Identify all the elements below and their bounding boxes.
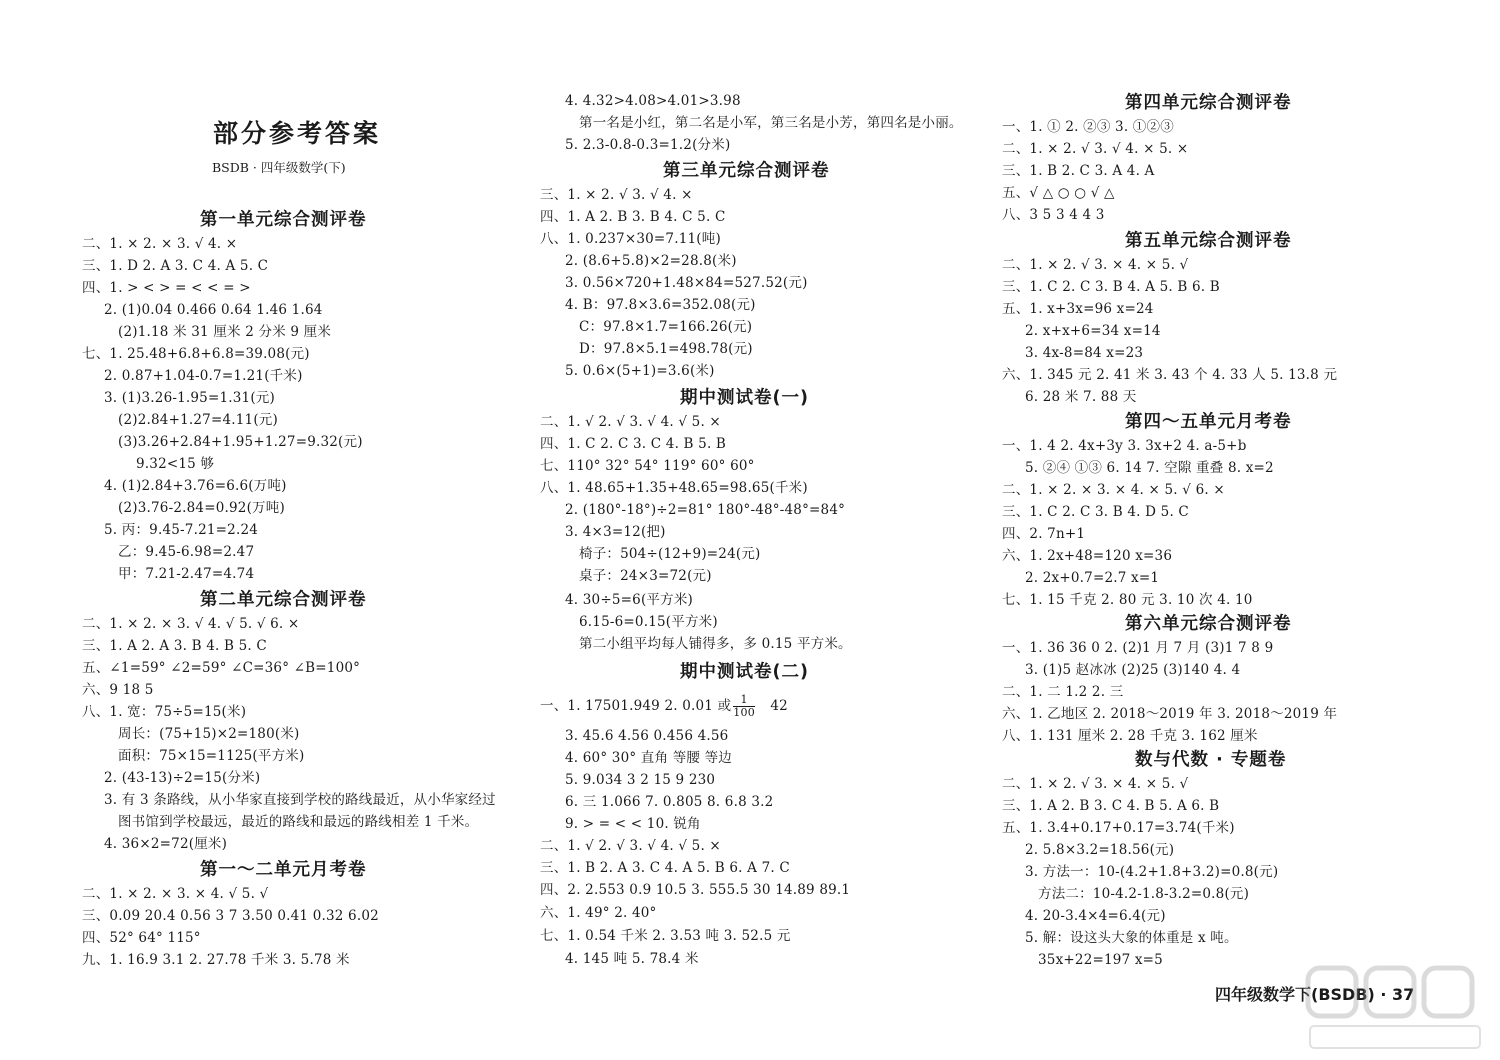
answer-line: 3. 4×3=12(把) <box>565 524 666 540</box>
answer-line: 5. 解：设这头大象的体重是 x 吨。 <box>1025 930 1238 946</box>
answer-line: 椅子：504÷(12+9)=24(元) <box>579 546 761 562</box>
answer-line: 二、1. × 2. × 3. × 4. × 5. √ 6. × <box>1002 482 1225 498</box>
answer-line: 2. x+x+6=34 x=14 <box>1025 323 1161 339</box>
answer-line: 六、9 18 5 <box>82 682 154 698</box>
fraction <box>733 694 755 719</box>
answer-line: 3. 4x-8=84 x=23 <box>1025 345 1144 361</box>
answer-line: 九、1. 16.9 3.1 2. 27.78 千米 3. 5.78 米 <box>82 952 350 968</box>
answer-line: 一、1. ① 2. ②③ 3. ①②③ <box>1002 119 1174 135</box>
answer-line: 四、1. C 2. C 3. C 4. B 5. B <box>540 436 727 452</box>
answer-line: 七、1. 0.54 千米 2. 3.53 吨 3. 52.5 元 <box>540 928 791 944</box>
answer-line: 五、∠1=59° ∠2=59° ∠C=36° ∠B=100° <box>82 660 361 676</box>
answer-line: 5. 丙：9.45-7.21=2.24 <box>104 522 259 538</box>
answer-line: 4. 145 吨 5. 78.4 米 <box>565 951 699 967</box>
answer-line: 二、1. × 2. × 3. × 4. √ 5. √ <box>82 886 269 902</box>
section-heading: 第五单元综合测评卷 <box>1125 231 1292 251</box>
section-heading: 第二单元综合测评卷 <box>200 590 367 610</box>
answer-line: 六、1. 345 元 2. 41 米 3. 43 个 4. 33 人 5. 13.8 元 <box>1002 367 1338 383</box>
answer-line: 4. B：97.8×3.6=352.08(元) <box>565 297 756 313</box>
answer-line: 周长：(75+15)×2=180(米) <box>118 726 300 742</box>
answer-line: 4. 60° 30° 直角 等腰 等边 <box>565 750 732 766</box>
answer-line: 四、2. 2.553 0.9 10.5 3. 555.5 30 14.89 89.1 <box>540 882 851 898</box>
answer-line: 三、0.09 20.4 0.56 3 7 3.50 0.41 0.32 6.02 <box>82 908 379 924</box>
answer-text: 42 <box>770 698 788 714</box>
answer-line: 5. 9.034 3 2 15 9 230 <box>565 772 716 788</box>
answer-line: 三、1. C 2. C 3. B 4. D 5. C <box>1002 504 1189 520</box>
fraction-numerator: 1 <box>733 694 755 707</box>
answer-line: 七、1. 15 千克 2. 80 元 3. 10 次 4. 10 <box>1002 592 1253 608</box>
answer-line: 2. 2x+0.7=2.7 x=1 <box>1025 570 1160 586</box>
answer-line: D：97.8×5.1=498.78(元) <box>579 341 753 357</box>
answer-line: 第二小组平均每人铺得多，多 0.15 平方米。 <box>579 636 852 652</box>
answer-line: (3)3.26+2.84+1.95+1.27=9.32(元) <box>118 434 363 450</box>
answer-line: 面积：75×15=1125(平方米) <box>118 748 305 764</box>
section-heading: 第一～二单元月考卷 <box>200 860 367 880</box>
fraction-denominator: 100 <box>733 706 755 719</box>
section-heading: 第一单元综合测评卷 <box>200 210 367 230</box>
answer-line: 方法二：10-4.2-1.8-3.2=0.8(元) <box>1038 886 1250 902</box>
answer-line-fraction <box>540 693 788 719</box>
answer-line: 二、1. √ 2. √ 3. √ 4. √ 5. × <box>540 838 721 854</box>
answer-line: 三、1. D 2. A 3. C 4. A 5. C <box>82 258 269 274</box>
answer-text: 一、1. 17501.949 2. 0.01 或 <box>540 698 732 714</box>
answer-line: 六、1. 2x+48=120 x=36 <box>1002 548 1173 564</box>
answer-line: C：97.8×1.7=166.26(元) <box>579 319 753 335</box>
answer-line: 6.15-6=0.15(平方米) <box>579 614 718 630</box>
answer-line: 八、1. 0.237×30=7.11(吨) <box>540 231 721 247</box>
section-heading: 第四～五单元月考卷 <box>1125 412 1292 432</box>
answer-line: 4. 36×2=72(厘米) <box>104 836 228 852</box>
answer-line: 三、1. A 2. A 3. B 4. B 5. C <box>82 638 267 654</box>
answer-line: 六、1. 乙地区 2. 2018～2019 年 3. 2018～2019 年 <box>1002 706 1338 722</box>
page-title: 部分参考答案 <box>213 119 382 148</box>
answer-line: 2. (43-13)÷2=15(分米) <box>104 770 261 786</box>
answer-line: 四、2. 7n+1 <box>1002 526 1086 542</box>
answer-line: 二、1. × 2. √ 3. √ 4. × 5. × <box>1002 141 1189 157</box>
section-heading: 第四单元综合测评卷 <box>1125 93 1292 113</box>
answer-line: 二、1. × 2. × 3. √ 4. √ 5. √ 6. × <box>82 616 300 632</box>
section-heading: 第六单元综合测评卷 <box>1125 614 1292 634</box>
answer-line: 三、1. B 2. C 3. A 4. A <box>1002 163 1155 179</box>
answer-line: 八、3 5 3 4 4 3 <box>1002 207 1105 223</box>
answer-line: 八、1. 131 厘米 2. 28 千克 3. 162 厘米 <box>1002 728 1258 744</box>
answer-line: 二、1. √ 2. √ 3. √ 4. √ 5. × <box>540 414 721 430</box>
answer-line: 桌子：24×3=72(元) <box>579 568 712 584</box>
answer-line: 3. 45.6 4.56 0.456 4.56 <box>565 728 729 744</box>
answer-line: 图书馆到学校最远，最近的路线和最远的路线相差 1 千米。 <box>118 814 479 830</box>
section-heading: 数与代数 · 专题卷 <box>1135 750 1287 770</box>
answer-line: 5. 2.3-0.8-0.3=1.2(分米) <box>565 137 731 153</box>
answer-line: 五、1. 3.4+0.17+0.17=3.74(千米) <box>1002 820 1235 836</box>
answer-line: 甲：7.21-2.47=4.74 <box>118 566 255 582</box>
answer-line: 5. 0.6×(5+1)=3.6(米) <box>565 363 715 379</box>
answer-line: 9.32<15 够 <box>136 456 215 472</box>
section-heading: 期中测试卷(一) <box>680 388 809 408</box>
answer-line: 五、√ △ ○ ○ √ △ <box>1002 185 1115 201</box>
answer-line: 3. 有 3 条路线，从小华家直接到学校的路线最近，从小华家经过 <box>104 792 496 808</box>
answer-line: 2. (8.6+5.8)×2=28.8(米) <box>565 253 737 269</box>
answer-line: 四、1. > < > = < < = > <box>82 280 251 296</box>
answer-line: 四、1. A 2. B 3. B 4. C 5. C <box>540 209 726 225</box>
answer-line: (2)1.18 米 31 厘米 2 分米 9 厘米 <box>118 324 332 340</box>
answer-line: 五、1. x+3x=96 x=24 <box>1002 301 1154 317</box>
answer-line: 二、1. × 2. √ 3. × 4. × 5. √ <box>1002 257 1189 273</box>
answer-line: 二、1. × 2. × 3. √ 4. × <box>82 236 238 252</box>
answer-line: 4. (1)2.84+3.76=6.6(万吨) <box>104 478 287 494</box>
answer-line: 八、1. 宽：75÷5=15(米) <box>82 704 247 720</box>
answer-line: (2)2.84+1.27=4.11(元) <box>118 412 278 428</box>
answer-line: 6. 28 米 7. 88 天 <box>1025 389 1137 405</box>
section-heading: 期中测试卷(二) <box>680 662 809 682</box>
answer-line: 第一名是小红，第二名是小军，第三名是小芳，第四名是小丽。 <box>579 115 963 131</box>
answer-line: 4. 4.32>4.08>4.01>3.98 <box>565 93 741 109</box>
answer-line: 3. 0.56×720+1.48×84=527.52(元) <box>565 275 808 291</box>
answer-line: 3. (1)5 赵冰冰 (2)25 (3)140 4. 4 <box>1025 662 1241 678</box>
answer-line: 9. > = < < 10. 锐角 <box>565 816 701 832</box>
answer-line: 七、1. 25.48+6.8+6.8=39.08(元) <box>82 346 310 362</box>
answer-line: 乙：9.45-6.98=2.47 <box>118 544 255 560</box>
answer-line: 2. 0.87+1.04-0.7=1.21(千米) <box>104 368 303 384</box>
answer-line: 6. 三 1.066 7. 0.805 8. 6.8 3.2 <box>565 794 774 810</box>
answer-line: 4. 20-3.4×4=6.4(元) <box>1025 908 1166 924</box>
answer-line: 四、52° 64° 115° <box>82 930 201 946</box>
answer-line: (2)3.76-2.84=0.92(万吨) <box>118 500 285 516</box>
answer-line: 4. 30÷5=6(平方米) <box>565 592 693 608</box>
answer-line: 三、1. A 2. B 3. C 4. B 5. A 6. B <box>1002 798 1220 814</box>
answer-line: 一、1. 36 36 0 2. (2)1 月 7 月 (3)1 7 8 9 <box>1002 640 1274 656</box>
answer-line: 2. (180°-18°)÷2=81° 180°-48°-48°=84° <box>565 502 846 518</box>
answer-line: 3. 方法一：10-(4.2+1.8+3.2)=0.8(元) <box>1025 864 1279 880</box>
answer-line: 35x+22=197 x=5 <box>1038 952 1163 968</box>
answer-line: 一、1. 4 2. 4x+3y 3. 3x+2 4. a-5+b <box>1002 438 1247 454</box>
answer-line: 3. (1)3.26-1.95=1.31(元) <box>104 390 275 406</box>
answer-line: 2. (1)0.04 0.466 0.64 1.46 1.64 <box>104 302 323 318</box>
page-footer: 四年级数学下(BSDB) · 37 <box>1215 985 1415 1004</box>
answer-line: 二、1. 二 1.2 2. 三 <box>1002 684 1124 700</box>
answer-line: 三、1. C 2. C 3. B 4. A 5. B 6. B <box>1002 279 1220 295</box>
answer-line: 5. ②④ ①③ 6. 14 7. 空隙 重叠 8. x=2 <box>1025 460 1274 476</box>
page-subtitle: BSDB · 四年级数学(下) <box>212 160 346 175</box>
section-heading: 第三单元综合测评卷 <box>663 161 830 181</box>
answer-line: 2. 5.8×3.2=18.56(元) <box>1025 842 1175 858</box>
answer-line: 三、1. B 2. A 3. C 4. A 5. B 6. A 7. C <box>540 860 790 876</box>
watermark-logo <box>1300 960 1490 1055</box>
answer-line: 二、1. × 2. √ 3. × 4. × 5. √ <box>1002 776 1189 792</box>
answer-line: 六、1. 49° 2. 40° <box>540 905 657 921</box>
answer-line: 三、1. × 2. √ 3. √ 4. × <box>540 187 693 203</box>
answer-line: 七、110° 32° 54° 119° 60° 60° <box>540 458 755 474</box>
answer-line: 八、1. 48.65+1.35+48.65=98.65(千米) <box>540 480 808 496</box>
